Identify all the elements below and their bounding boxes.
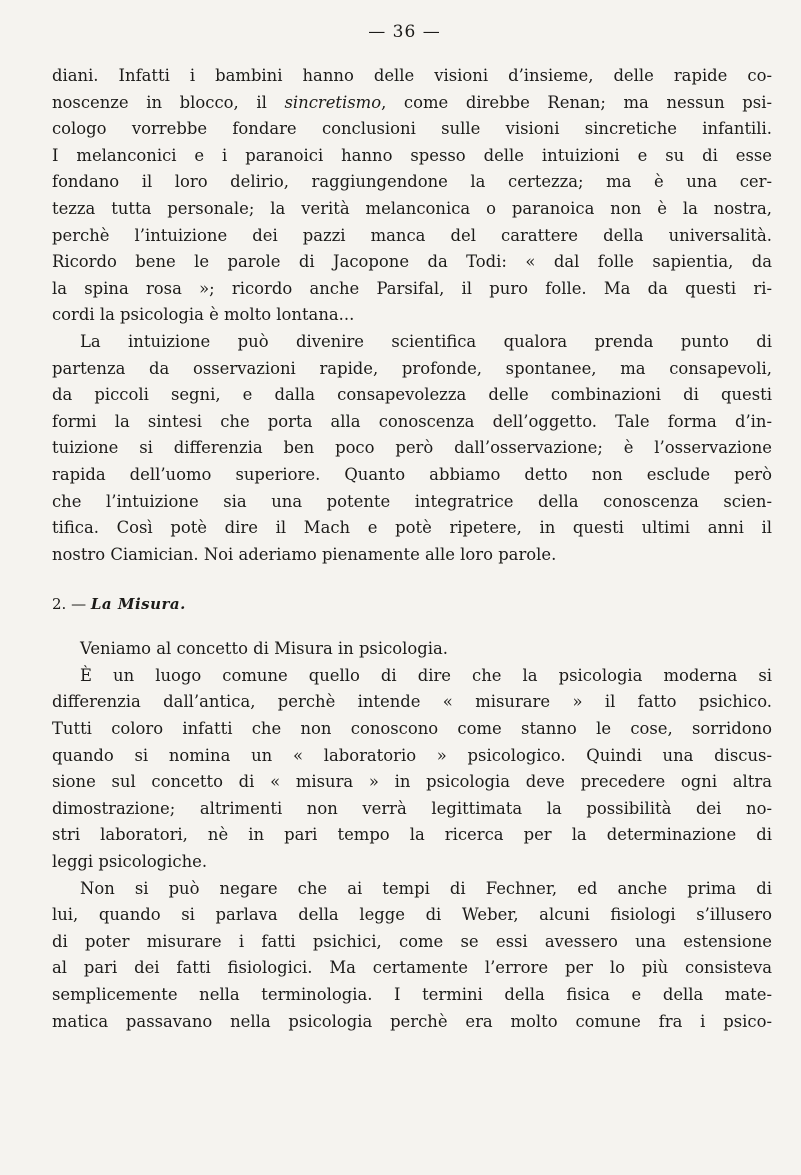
text-line: tifica. Così potè dire il Mach e potè ripetere, in questi ultimi anni il: [52, 518, 772, 538]
paragraph-4: [52, 663, 772, 876]
text-line: che l’intuizione sia una potente integratrice della conoscenza scien-: [52, 491, 772, 511]
text-line: sione sul concetto di « misura » in psicologia deve precedere ogni altra: [52, 772, 772, 792]
text-line: perchè l’intuizione dei pazzi manca del carattere della universalità.: [52, 225, 772, 245]
text-line: dimostrazione; altrimenti non verrà legittimata la possibilità dei no-: [52, 798, 772, 818]
section-number: 2. —: [52, 595, 87, 614]
paragraph-3: [52, 636, 772, 663]
paragraph-5: [52, 876, 772, 1036]
text-line: La intuizione può divenire scientifica qualora prenda punto di: [80, 331, 772, 351]
text-segment: , come direbbe Renan; ma nessun psi-: [381, 92, 772, 112]
text-line: È un luogo comune quello di dire che la psicologia moderna si: [80, 665, 772, 685]
text-line: Veniamo al concetto di Misura in psicologia.: [80, 639, 448, 659]
text-line: Ricordo bene le parole di Jacopone da Todi: « dal folle sapientia, da: [52, 252, 772, 272]
paragraph-1: [52, 63, 772, 329]
text-line: tezza tutta personale; la verità melanconica o paranoica non è la nostra,: [52, 198, 772, 218]
text-line: nostro Ciamician. Noi aderiamo pienamente alle loro parole.: [52, 544, 557, 564]
paragraph-2: [52, 329, 772, 568]
text-line: al pari dei fatti fisiologici. Ma certamente l’errore per lo più consisteva: [52, 958, 772, 978]
section-heading: [52, 594, 772, 614]
text-line: tuizione si differenzia ben poco però dall’osservazione; è l’osservazione: [52, 438, 772, 458]
text-line: quando si nomina un « laboratorio » psicologico. Quindi una discus-: [52, 745, 772, 765]
text-line: partenza da osservazioni rapide, profonde, spontanee, ma consapevoli,: [52, 358, 772, 378]
text-line: stri laboratori, nè in pari tempo la ricerca per la determinazione di: [52, 825, 772, 845]
text-line: leggi psicologiche.: [52, 852, 208, 872]
text-segment: noscenze in blocco, il: [52, 92, 285, 112]
text-line: differenzia dall’antica, perchè intende « misurare » il fatto psichico.: [52, 692, 772, 712]
text-line: rapida dell’uomo superiore. Quanto abbiamo detto non esclude però: [52, 464, 772, 484]
text-line: cologo vorrebbe fondare conclusioni sulle visioni sincretiche infantili.: [52, 119, 772, 139]
text-line: cordi la psicologia è molto lontana...: [52, 305, 355, 325]
text-line: semplicemente nella terminologia. I termini della fisica e della mate-: [52, 985, 772, 1004]
text-line: fondano il loro delirio, raggiungendone la certezza; ma è una cer-: [52, 172, 772, 192]
text-line: matica passavano nella psicologia perchè era molto comune fra i psico-: [52, 1011, 772, 1031]
emphasis-term: sincretismo: [284, 92, 382, 112]
text-line: lui, quando si parlava della legge di Weber, alcuni fisiologi s’illusero: [52, 905, 772, 925]
body-text: [52, 63, 772, 1035]
text-line: diani. Infatti i bambini hanno delle visioni d’insieme, delle rapide co-: [52, 66, 772, 85]
section-title: La Misura.: [90, 595, 186, 614]
text-line: [52, 90, 772, 117]
text-line: formi la sintesi che porta alla conoscenza dell’oggetto. Tale forma d’in-: [52, 411, 772, 431]
text-line: Non si può negare che ai tempi di Fechner, ed anche prima di: [80, 878, 772, 898]
text-line: Tutti coloro infatti che non conoscono come stanno le cose, sorridono: [52, 719, 772, 739]
page-number: — 36 —: [368, 22, 441, 42]
text-line: da piccoli segni, e dalla consapevolezza delle combinazioni di questi: [52, 385, 772, 405]
text-line: la spina rosa »; ricordo anche Parsifal, il puro folle. Ma da questi ri-: [52, 278, 772, 298]
text-line: di poter misurare i fatti psichici, come se essi avessero una estensione: [52, 931, 772, 951]
text-line: I melanconici e i paranoici hanno spesso delle intuizioni e su di esse: [52, 145, 772, 165]
